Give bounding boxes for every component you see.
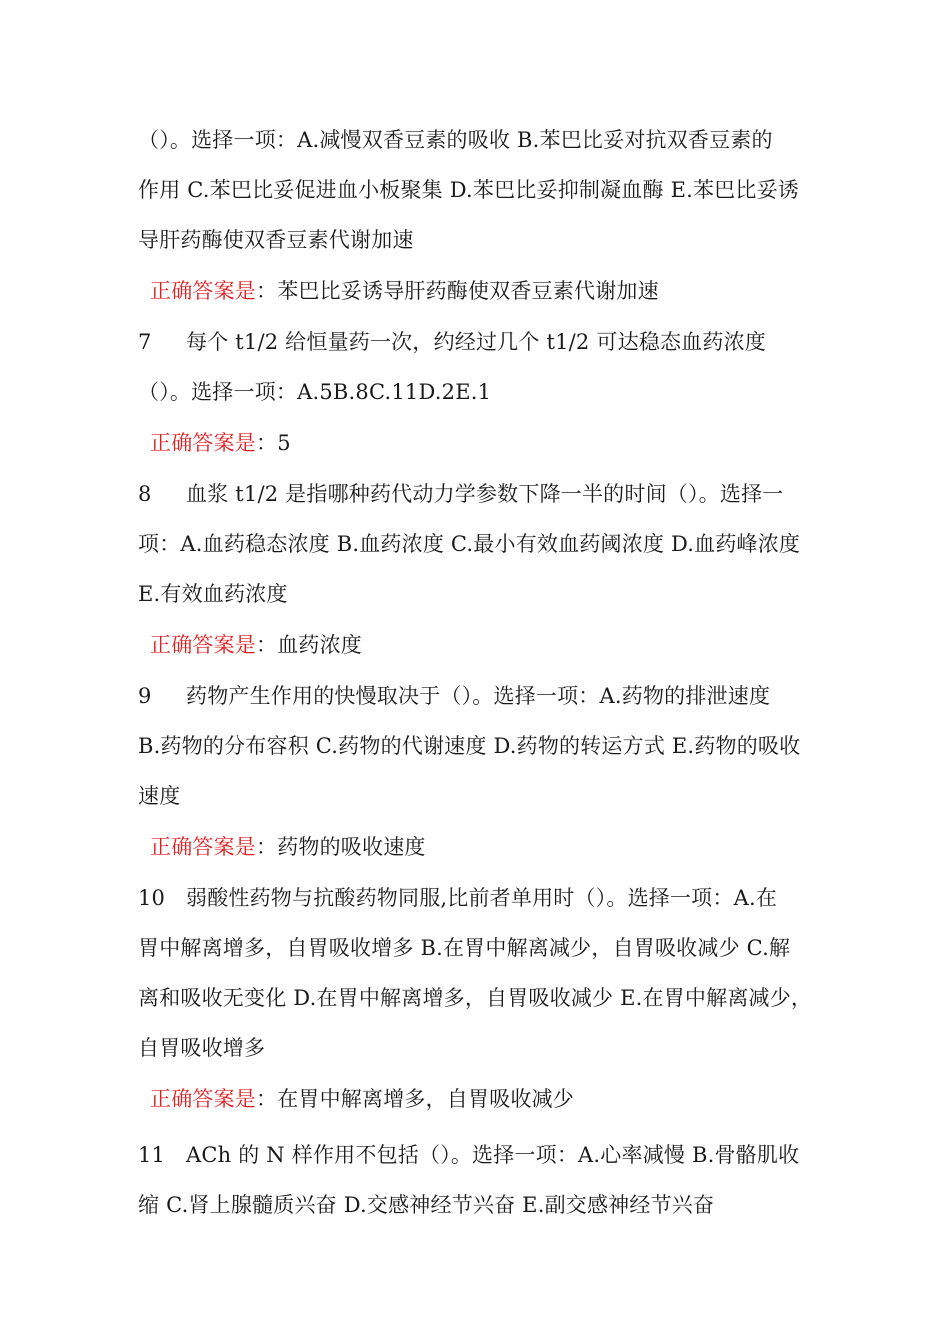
question-7-text: 每个 t1/2 给恒量药一次，约经过几个 t1/2 可达稳态血药浓度 [186, 330, 766, 354]
answer-colon: ： [256, 279, 278, 303]
question-9-line-1 [138, 681, 770, 711]
answer-7-text: 5 [277, 431, 291, 455]
question-10-line-1 [138, 883, 777, 913]
question-7-number: 7 [138, 330, 152, 354]
question-11-text: ACh 的 N 样作用不包括（）。选择一项：A.心率减慢 B.骨骼肌收 [186, 1143, 800, 1167]
question-9-line-3: 速度 [138, 784, 181, 808]
question-8-line-3: E.有效血药浓度 [138, 582, 288, 606]
question-10-number: 10 [138, 886, 166, 910]
answer-8-text: 血药浓度 [277, 633, 363, 657]
answer-label: 正确答案是 [150, 431, 256, 455]
answer-8 [150, 630, 362, 660]
answer-9 [150, 832, 426, 862]
question-8-line-2: 项：A.血药稳态浓度 B.血药浓度 C.最小有效血药阈浓度 D.血药峰浓度 [138, 532, 801, 556]
question-11-line-1 [138, 1140, 799, 1170]
answer-10 [150, 1084, 574, 1114]
answer-10-text: 在胃中解离增多，自胃吸收减少 [277, 1087, 575, 1111]
answer-colon: ： [256, 1087, 278, 1111]
question-6-line-2: 作用 C.苯巴比妥促进血小板聚集 D.苯巴比妥抑制凝血酶 E.苯巴比妥诱 [138, 178, 799, 202]
answer-6-text: 苯巴比妥诱导肝药酶使双香豆素代谢加速 [277, 279, 659, 303]
question-10-text: 弱酸性药物与抗酸药物同服,比前者单用时（）。选择一项：A.在 [186, 886, 778, 910]
answer-6 [150, 276, 659, 306]
question-9-number: 9 [138, 684, 152, 708]
answer-label: 正确答案是 [150, 633, 256, 657]
question-10-line-4: 自胃吸收增多 [138, 1036, 266, 1060]
answer-colon: ： [256, 835, 278, 859]
question-7-line-2: （）。选择一项：A.5B.8C.11D.2E.1 [138, 380, 492, 404]
question-6-line-3: 导肝药酶使双香豆素代谢加速 [138, 228, 414, 252]
question-10-line-3: 离和吸收无变化 D.在胃中解离增多，自胃吸收减少 E.在胃中解离减少， [138, 986, 813, 1010]
question-11-line-2: 缩 C.肾上腺髓质兴奋 D.交感神经节兴奋 E.副交感神经节兴奋 [138, 1193, 715, 1217]
question-8-text: 血浆 t1/2 是指哪种药代动力学参数下降一半的时间（）。选择一 [186, 482, 784, 506]
question-6-line-1: （）。选择一项：A.减慢双香豆素的吸收 B.苯巴比妥对抗双香豆素的 [138, 128, 773, 152]
answer-label: 正确答案是 [150, 279, 256, 303]
answer-9-text: 药物的吸收速度 [277, 835, 426, 859]
question-9-text: 药物产生作用的快慢取决于（）。选择一项：A.药物的排泄速度 [186, 684, 771, 708]
answer-label: 正确答案是 [150, 835, 256, 859]
answer-colon: ： [256, 633, 278, 657]
question-8-line-1 [138, 479, 783, 509]
question-9-line-2: B.药物的分布容积 C.药物的代谢速度 D.药物的转运方式 E.药物的吸收 [138, 734, 801, 758]
question-11-number: 11 [138, 1143, 166, 1167]
answer-7 [150, 428, 291, 458]
answer-label: 正确答案是 [150, 1087, 256, 1111]
question-10-line-2: 胃中解离增多，自胃吸收增多 B.在胃中解离减少，自胃吸收减少 C.解 [138, 936, 791, 960]
question-7-line-1 [138, 327, 766, 357]
answer-colon: ： [256, 431, 278, 455]
question-8-number: 8 [138, 482, 152, 506]
